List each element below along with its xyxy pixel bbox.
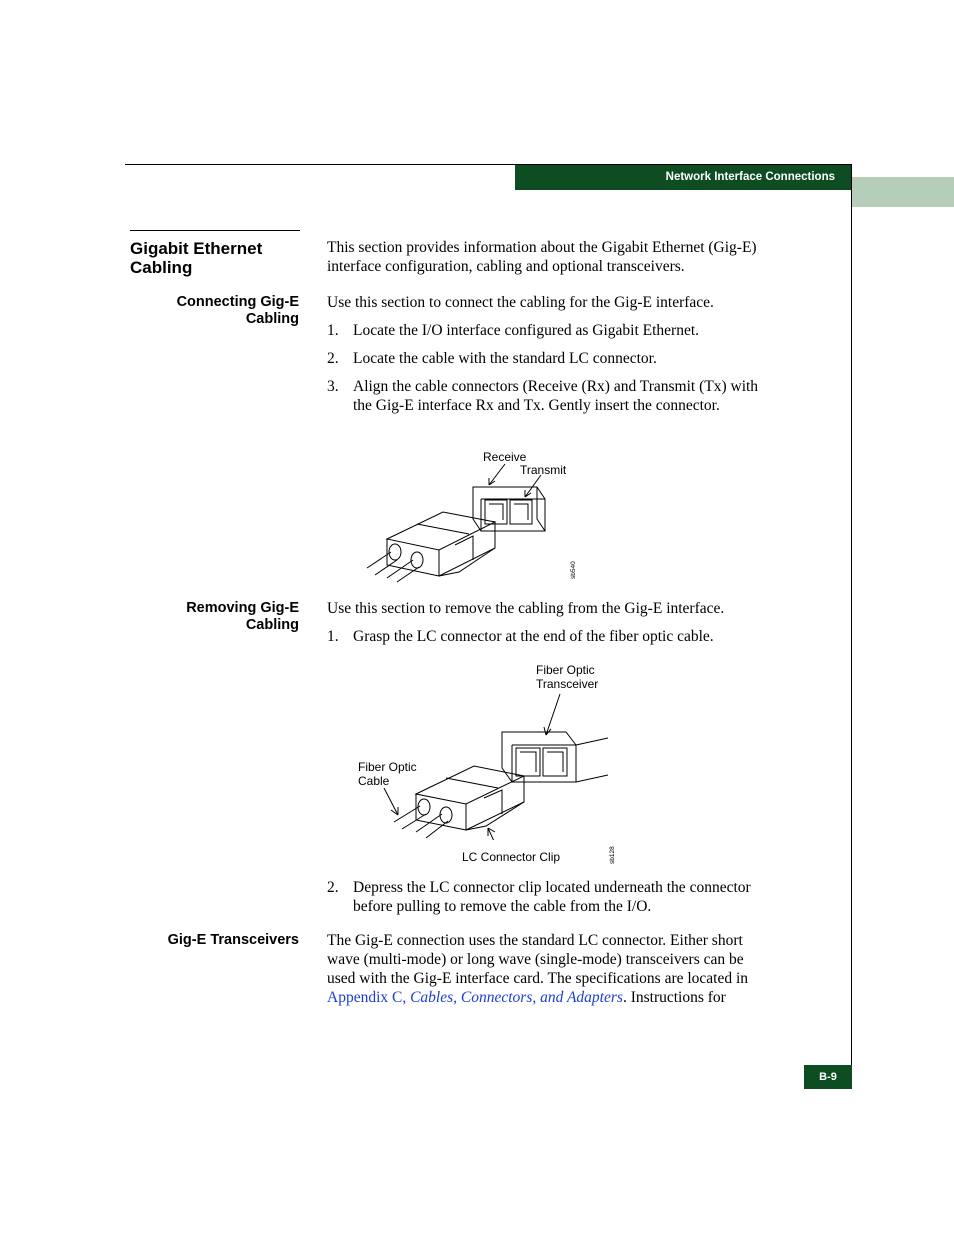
step-text: Grasp the LC connector at the end of the fiber optic cable. <box>353 628 714 645</box>
step-number: 1. <box>327 322 339 339</box>
subsection-heading-connecting <box>99 294 299 328</box>
section-heading <box>130 239 262 277</box>
paragraph-line <box>327 988 748 1007</box>
intro-line: This section provides information about the Gigabit Ethernet (Gig-E) <box>327 239 757 256</box>
step-text-line: the Gig-E interface Rx and Tx. Gently insert the connector. <box>353 397 720 414</box>
section-rule <box>130 230 300 231</box>
label-receive: Receive <box>483 450 527 464</box>
heading-line: Removing Gig-E <box>186 600 299 616</box>
section-heading-line2: Cabling <box>130 258 193 277</box>
step-text-line: before pulling to remove the cable from the I/O. <box>353 898 652 915</box>
paragraph-line: The Gig-E connection uses the standard LC connector. Either short <box>327 932 743 949</box>
paragraph-tail: . Instructions for <box>622 989 726 1006</box>
step-text-line: Depress the LC connector clip located underneath the connector <box>353 879 751 896</box>
heading-line: Cabling <box>245 311 299 327</box>
connecting-intro: Use this section to connect the cabling for the Gig-E interface. <box>327 294 714 311</box>
label-lc-connector-clip: LC Connector Clip <box>462 850 561 864</box>
subsection-heading-transceivers: Gig-E Transceivers <box>167 932 299 948</box>
appendix-link[interactable]: Appendix C, <box>327 989 411 1006</box>
step-text: Locate the I/O interface configured as Gigabit Ethernet. <box>353 322 700 339</box>
running-header: Network Interface Connections <box>515 165 851 190</box>
step-text <box>353 377 758 415</box>
paragraph-line: wave (multi-mode) or long wave (single-mode) transceivers can be <box>327 951 744 968</box>
step-text: Locate the cable with the standard LC connector. <box>353 350 657 367</box>
label-transmit: Transmit <box>520 463 567 477</box>
label-line: Cable <box>358 774 390 788</box>
step-text-line: Align the cable connectors (Receive (Rx) and Transmit (Tx) with <box>353 378 759 395</box>
step-number: 3. <box>327 378 339 395</box>
page-number: B-9 <box>804 1065 852 1089</box>
subsection-heading-removing <box>99 600 299 634</box>
intro-line: interface configuration, cabling and optional transceivers. <box>327 258 685 275</box>
thumb-tab <box>852 177 954 207</box>
label-line: Fiber Optic <box>358 760 417 774</box>
label-transceiver <box>536 663 598 691</box>
label-line: Fiber Optic <box>536 663 595 677</box>
figure-code: sb128 <box>609 846 616 864</box>
step-number: 2. <box>327 879 339 896</box>
section-heading-line1: Gigabit Ethernet <box>130 239 263 258</box>
section-intro <box>327 238 757 276</box>
figure-lc-connector-insert <box>355 440 595 585</box>
label-line: Transceiver <box>536 677 599 691</box>
transceivers-paragraph <box>327 931 748 1007</box>
step-number: 2. <box>327 350 339 367</box>
heading-line: Connecting Gig-E <box>176 294 299 310</box>
step-number: 1. <box>327 628 339 645</box>
right-margin-rule <box>851 164 852 1089</box>
heading-line: Cabling <box>245 617 299 633</box>
removing-intro: Use this section to remove the cabling from the Gig-E interface. <box>327 600 725 617</box>
appendix-title-link[interactable]: Cables, Connectors, and Adapters <box>410 989 623 1006</box>
paragraph-line: used with the Gig-E interface card. The specifications are located in <box>327 970 749 987</box>
label-fiber-cable <box>358 760 417 788</box>
figure-code: sb540 <box>570 561 577 579</box>
step-text <box>353 878 751 916</box>
